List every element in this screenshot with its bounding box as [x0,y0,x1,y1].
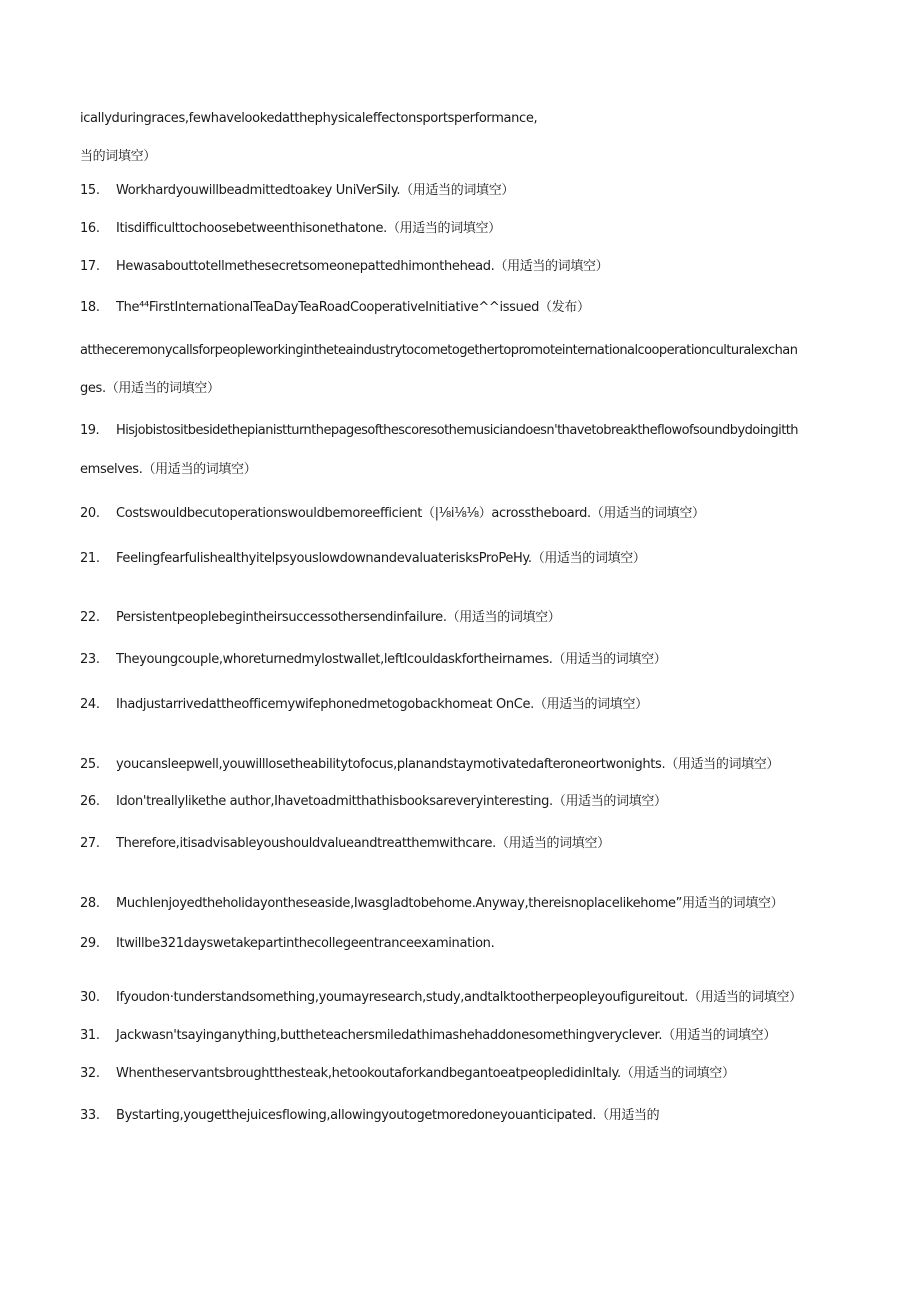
question-18 [80,299,590,317]
question-19 [80,422,798,440]
question-text: Idon'treallylikethe author,Ihavetoadmitthathisbooksareveryinteresting.（用适当的词填空） [116,794,667,809]
question-text: Itwillbe321dayswetakepartinthecollegeentranceexamination. [116,936,495,951]
question-text: Theyoungcouple,whoreturnedmylostwallet,leftIcouldaskfortheirnames.（用适当的词填空） [116,652,667,667]
question-number: 15. [80,183,100,198]
question-number: 16. [80,221,100,236]
question-number: 20. [80,506,100,521]
question-number: 29. [80,936,100,951]
line-text: 当的词填空） [80,149,156,164]
question-22 [80,609,560,627]
line-text: attheceremonycallsforpeopleworkingintheteaindustrytocometogethertopromoteinternationalcooperationculturalexchan [80,343,798,358]
question-text: FeelingfearfulishealthyitelpsyouslowdownandevaluaterisksProPeHy.（用适当的词填空） [116,551,646,566]
question-32 [80,1065,735,1083]
question-23 [80,651,666,669]
question-30 [80,989,802,1007]
text-line [80,148,156,166]
question-24 [80,696,648,714]
question-number: 18. [80,300,100,315]
line-text: ges.（用适当的词填空） [80,381,220,396]
question-text: youcansleepwell,youwilllosetheabilitytofocus,planandstaymotivatedafteroneortwonights.（用适当的词填空） [116,757,780,772]
question-17 [80,258,608,276]
question-number: 26. [80,794,100,809]
question-number: 27. [80,836,100,851]
question-number: 22. [80,610,100,625]
question-21 [80,550,646,568]
question-number: 31. [80,1028,100,1043]
question-text: Whentheservantsbroughtthesteak,hetookoutaforkandbegantoeatpeopledidinItaly.（用适当的词填空） [116,1066,735,1081]
question-text: Hewasabouttotellmethesecretsomeonepattedhimonthehead.（用适当的词填空） [116,259,609,274]
question-text: Ifyoudon·tunderstandsomething,youmayresearch,study,andtalktootherpeopleyoufigureitout.（用适当的词填空） [116,990,802,1005]
question-text: Itisdifficulttochoosebetweenthisonethatone.（用适当的词填空） [116,221,501,236]
question-number: 32. [80,1066,100,1081]
question-number: 17. [80,259,100,274]
question-27 [80,835,610,853]
question-25 [80,756,779,774]
question-number: 19. [80,423,100,438]
question-33 [80,1107,659,1125]
question-31 [80,1027,776,1045]
text-line [80,342,797,360]
question-28 [80,895,783,913]
question-29 [80,935,494,953]
question-16 [80,220,501,238]
question-number: 28. [80,896,100,911]
question-number: 21. [80,551,100,566]
question-text: Therefore,itisadvisableyoushouldvalueandtreatthemwithcare.（用适当的词填空） [116,836,610,851]
text-line [80,380,220,398]
question-text: Costswouldbecutoperationswouldbemoreefficient（|⅛i⅛⅛）acrosstheboard.（用适当的词填空） [116,506,705,521]
question-number: 33. [80,1108,100,1123]
text-line [80,461,256,479]
question-text: Jackwasn'tsayinganything,buttheteachersmiledathimashehaddonesomethingveryclever.（用适当的词填空） [116,1028,776,1043]
question-text: Ihadjustarrivedattheofficemywifephonedmetogobackhomeat OnCe.（用适当的词填空） [116,697,648,712]
question-text: Bystarting,yougetthejuicesflowing,allowingyoutogetmoredoneyouanticipated.（用适当的 [116,1108,660,1123]
question-text: The⁴⁴FirstInternationalTeaDayTeaRoadCooperativeInitiative^^issued（发布） [116,300,590,315]
question-20 [80,505,705,523]
question-text: Workhardyouwillbeadmittedtoakey UniVerSiIy.（用适当的词填空） [116,183,515,198]
question-text: Hisjobistositbesidethepianistturnthepagesofthescoresothemusiciandoesn'thavetobreaktheflowofsoundbydoingitth [116,423,798,438]
line-text: icallyduringraces,fewhavelookedatthephysicaleffectonsportsperformance, [80,111,538,126]
question-number: 23. [80,652,100,667]
question-number: 25. [80,757,100,772]
question-text: Persistentpeoplebegintheirsuccessothersendinfailure.（用适当的词填空） [116,610,561,625]
question-15 [80,182,514,200]
text-line [80,110,537,128]
line-text: emselves.（用适当的词填空） [80,462,257,477]
question-26 [80,793,667,811]
question-number: 24. [80,697,100,712]
question-number: 30. [80,990,100,1005]
question-text: MuchIenjoyedtheholidayontheseaside,Iwasgladtobehome.Anyway,thereisnoplacelikehome”用适当的词填空） [116,896,784,911]
